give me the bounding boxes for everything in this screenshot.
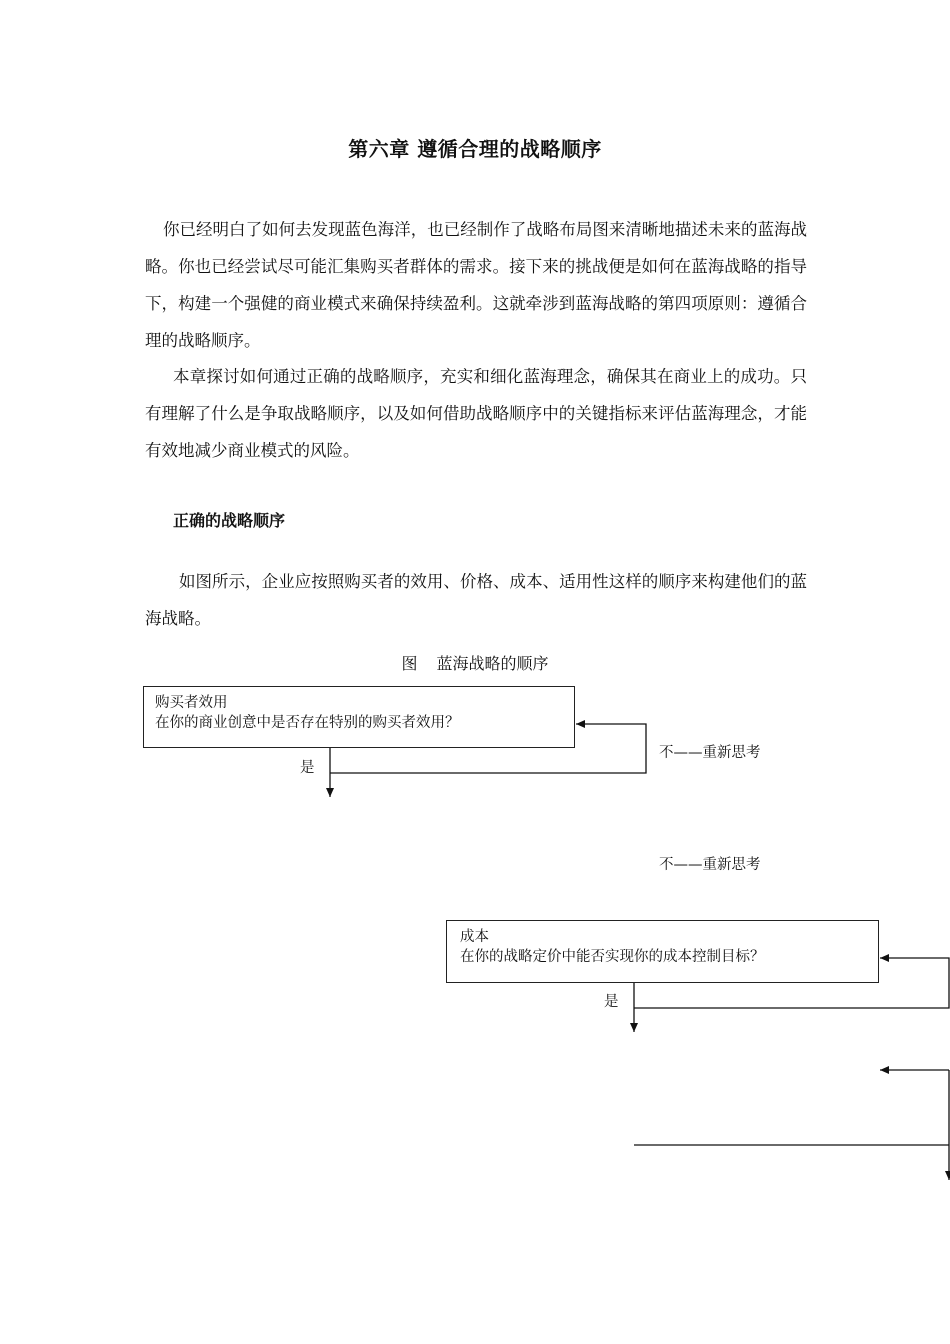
section-paragraph: 如图所示，企业应按照购买者的效用、价格、成本、适用性这样的顺序来构建他们的蓝海战略。 bbox=[145, 572, 807, 628]
utility-box bbox=[143, 686, 575, 748]
cost-box bbox=[446, 920, 879, 983]
chapter-title: 第六章 遵循合理的战略顺序 bbox=[348, 137, 602, 161]
figure-caption: 图 蓝海战略的顺序 bbox=[401, 654, 549, 673]
utility-rethink-label: 不——重新思考 bbox=[659, 745, 761, 761]
utility-yes-label: 是 bbox=[300, 760, 315, 776]
section-heading: 正确的战略顺序 bbox=[173, 511, 286, 530]
price-rethink-label: 不——重新思考 bbox=[659, 857, 761, 873]
cost-box-title: 成本 bbox=[460, 929, 489, 945]
intro-paragraph-2: 本章探讨如何通过正确的战略顺序，充实和细化蓝海理念，确保其在商业上的成功。只有理解了什么是争取战略顺序，以及如何借助战略顺序中的关键指标来评估蓝海理念，才能有效地减少商业模式的风险。 bbox=[145, 367, 807, 460]
cost-box-question: 在你的战略定价中能否实现你的成本控制目标？ bbox=[460, 949, 765, 965]
utility-box-question: 在你的商业创意中是否存在特别的购买者效用？ bbox=[155, 715, 460, 731]
cost-yes-label: 是 bbox=[604, 994, 619, 1010]
utility-box-title: 购买者效用 bbox=[155, 695, 228, 711]
intro-paragraph-1: 你已经明白了如何去发现蓝色海洋，也已经制作了战略布局图来清晰地描述未来的蓝海战略。你也已经尝试尽可能汇集购买者群体的需求。接下来的挑战便是如何在蓝海战略的指导下，构建一个强健的商业模式来确保持续盈利。这就牵涉到蓝海战略的第四项原则：遵循合理的战略顺序。 bbox=[145, 220, 807, 350]
